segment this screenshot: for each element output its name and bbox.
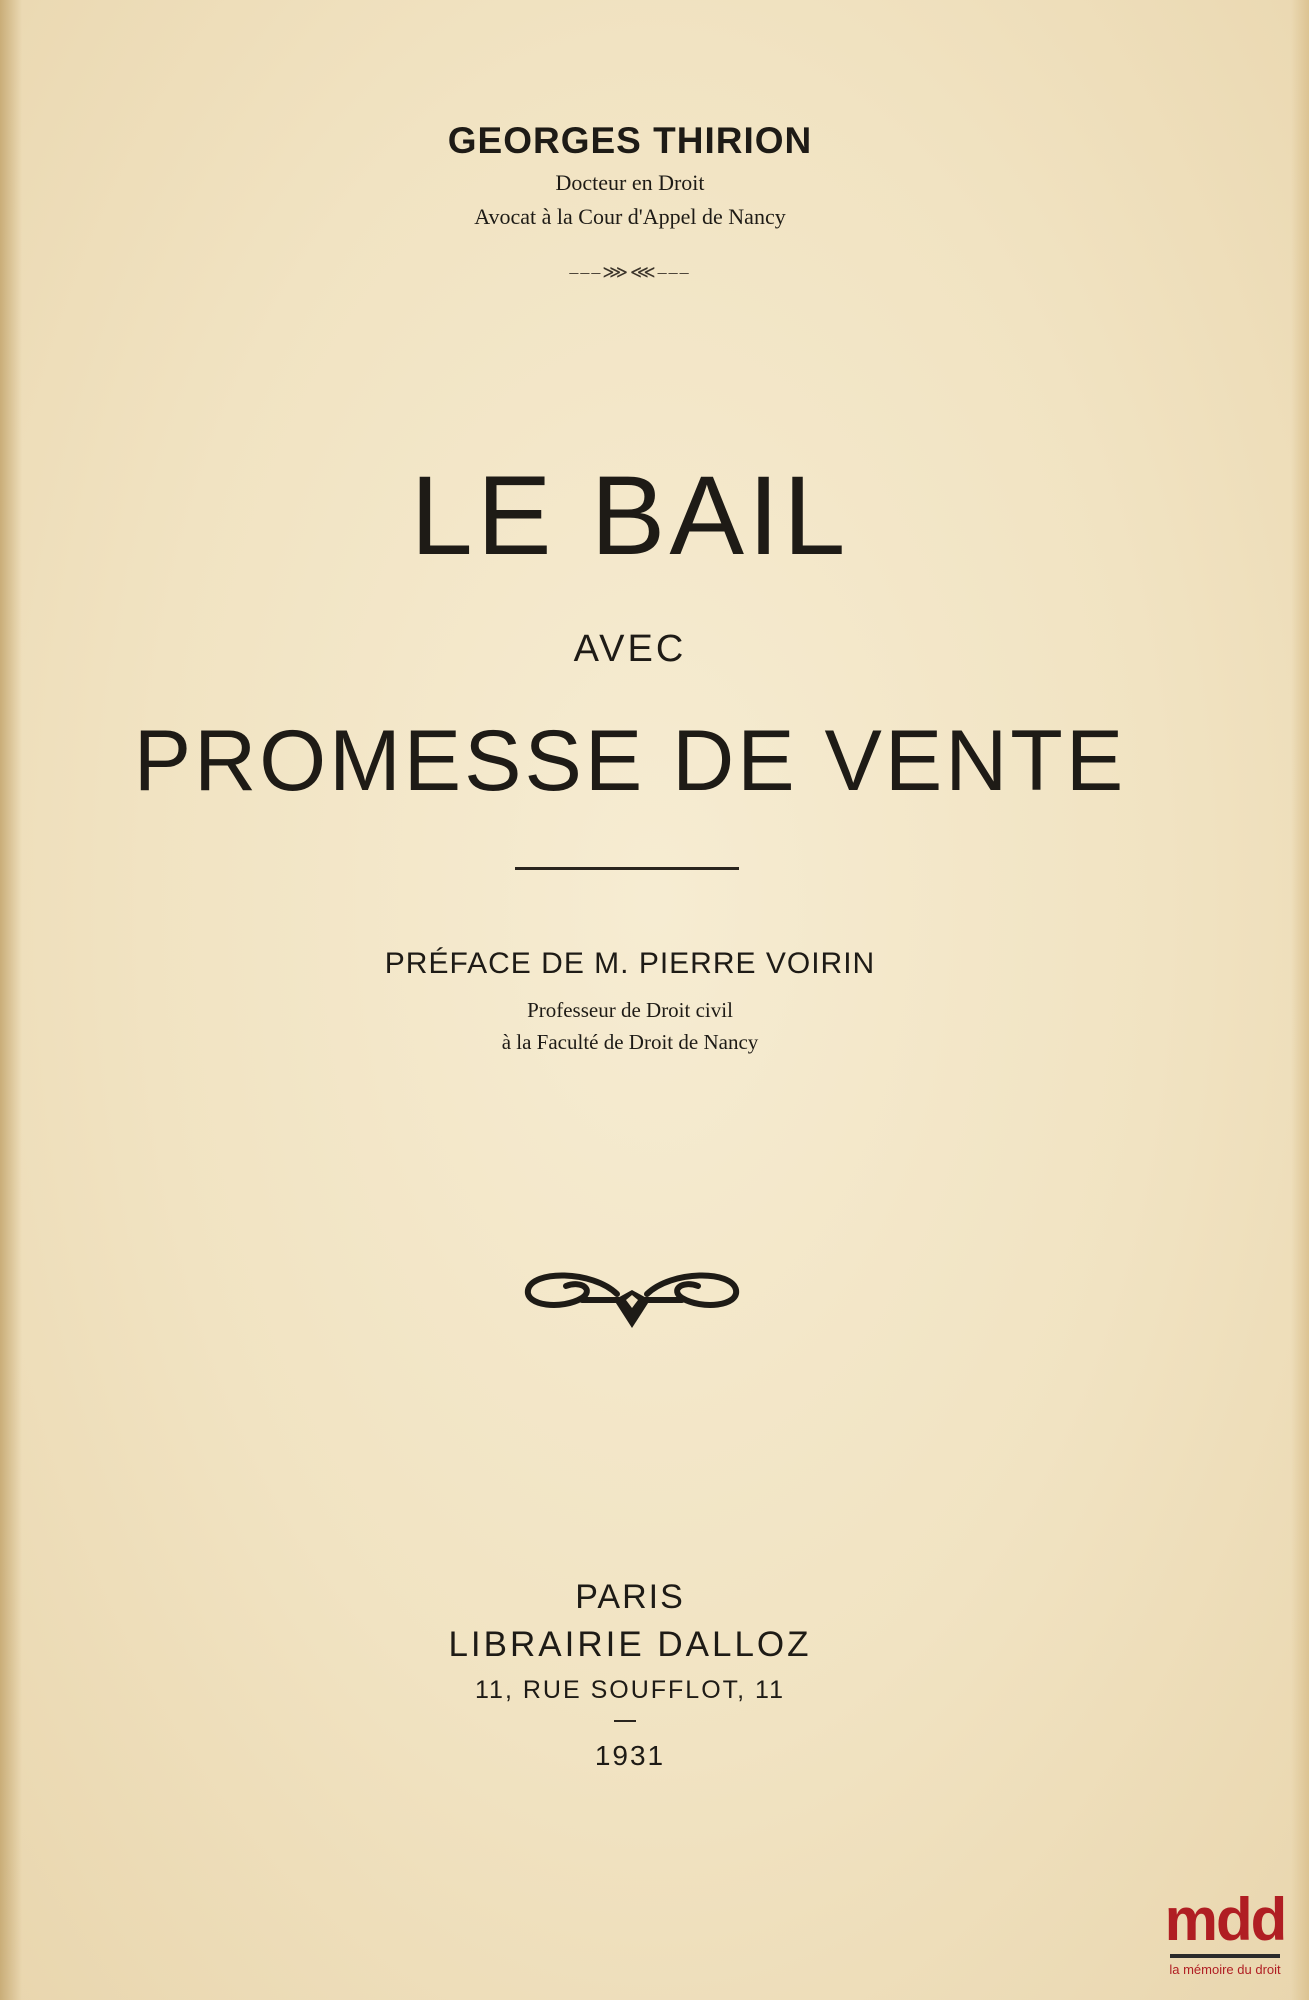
title-connector: AVEC [573,628,687,670]
page-edge-shadow-right [1291,0,1309,2000]
publication-year: 1931 [594,1740,666,1771]
small-divider-ornament: –––⋙⋘––– [569,262,691,282]
author-degree: Docteur en Droit [555,170,705,195]
title-divider-rule [515,867,739,870]
decorative-ornament-icon [522,1260,742,1340]
year-divider-rule [614,1720,636,1722]
author-position: Avocat à la Cour d'Appel de Nancy [474,204,786,229]
watermark-logo [1150,1886,1300,1990]
publisher-city: PARIS [575,1578,685,1616]
preface-author-role: Professeur de Droit civil [527,998,733,1022]
logo-mark: mdd [1164,1886,1286,1953]
title-main: LE BAIL [410,453,850,578]
publisher-address: 11, RUE SOUFFLOT, 11 [475,1676,785,1704]
logo-tagline: la mémoire du droit [1169,1962,1281,1977]
author-name: GEORGES THIRION [447,120,813,161]
preface-author-faculty: à la Faculté de Droit de Nancy [501,1030,759,1054]
title-subtitle: PROMESSE DE VENTE [133,713,1127,809]
preface-credit: PRÉFACE DE M. PIERRE VOIRIN [384,947,876,980]
logo-underline [1170,1954,1280,1958]
publisher-name: LIBRAIRIE DALLOZ [448,1625,812,1664]
